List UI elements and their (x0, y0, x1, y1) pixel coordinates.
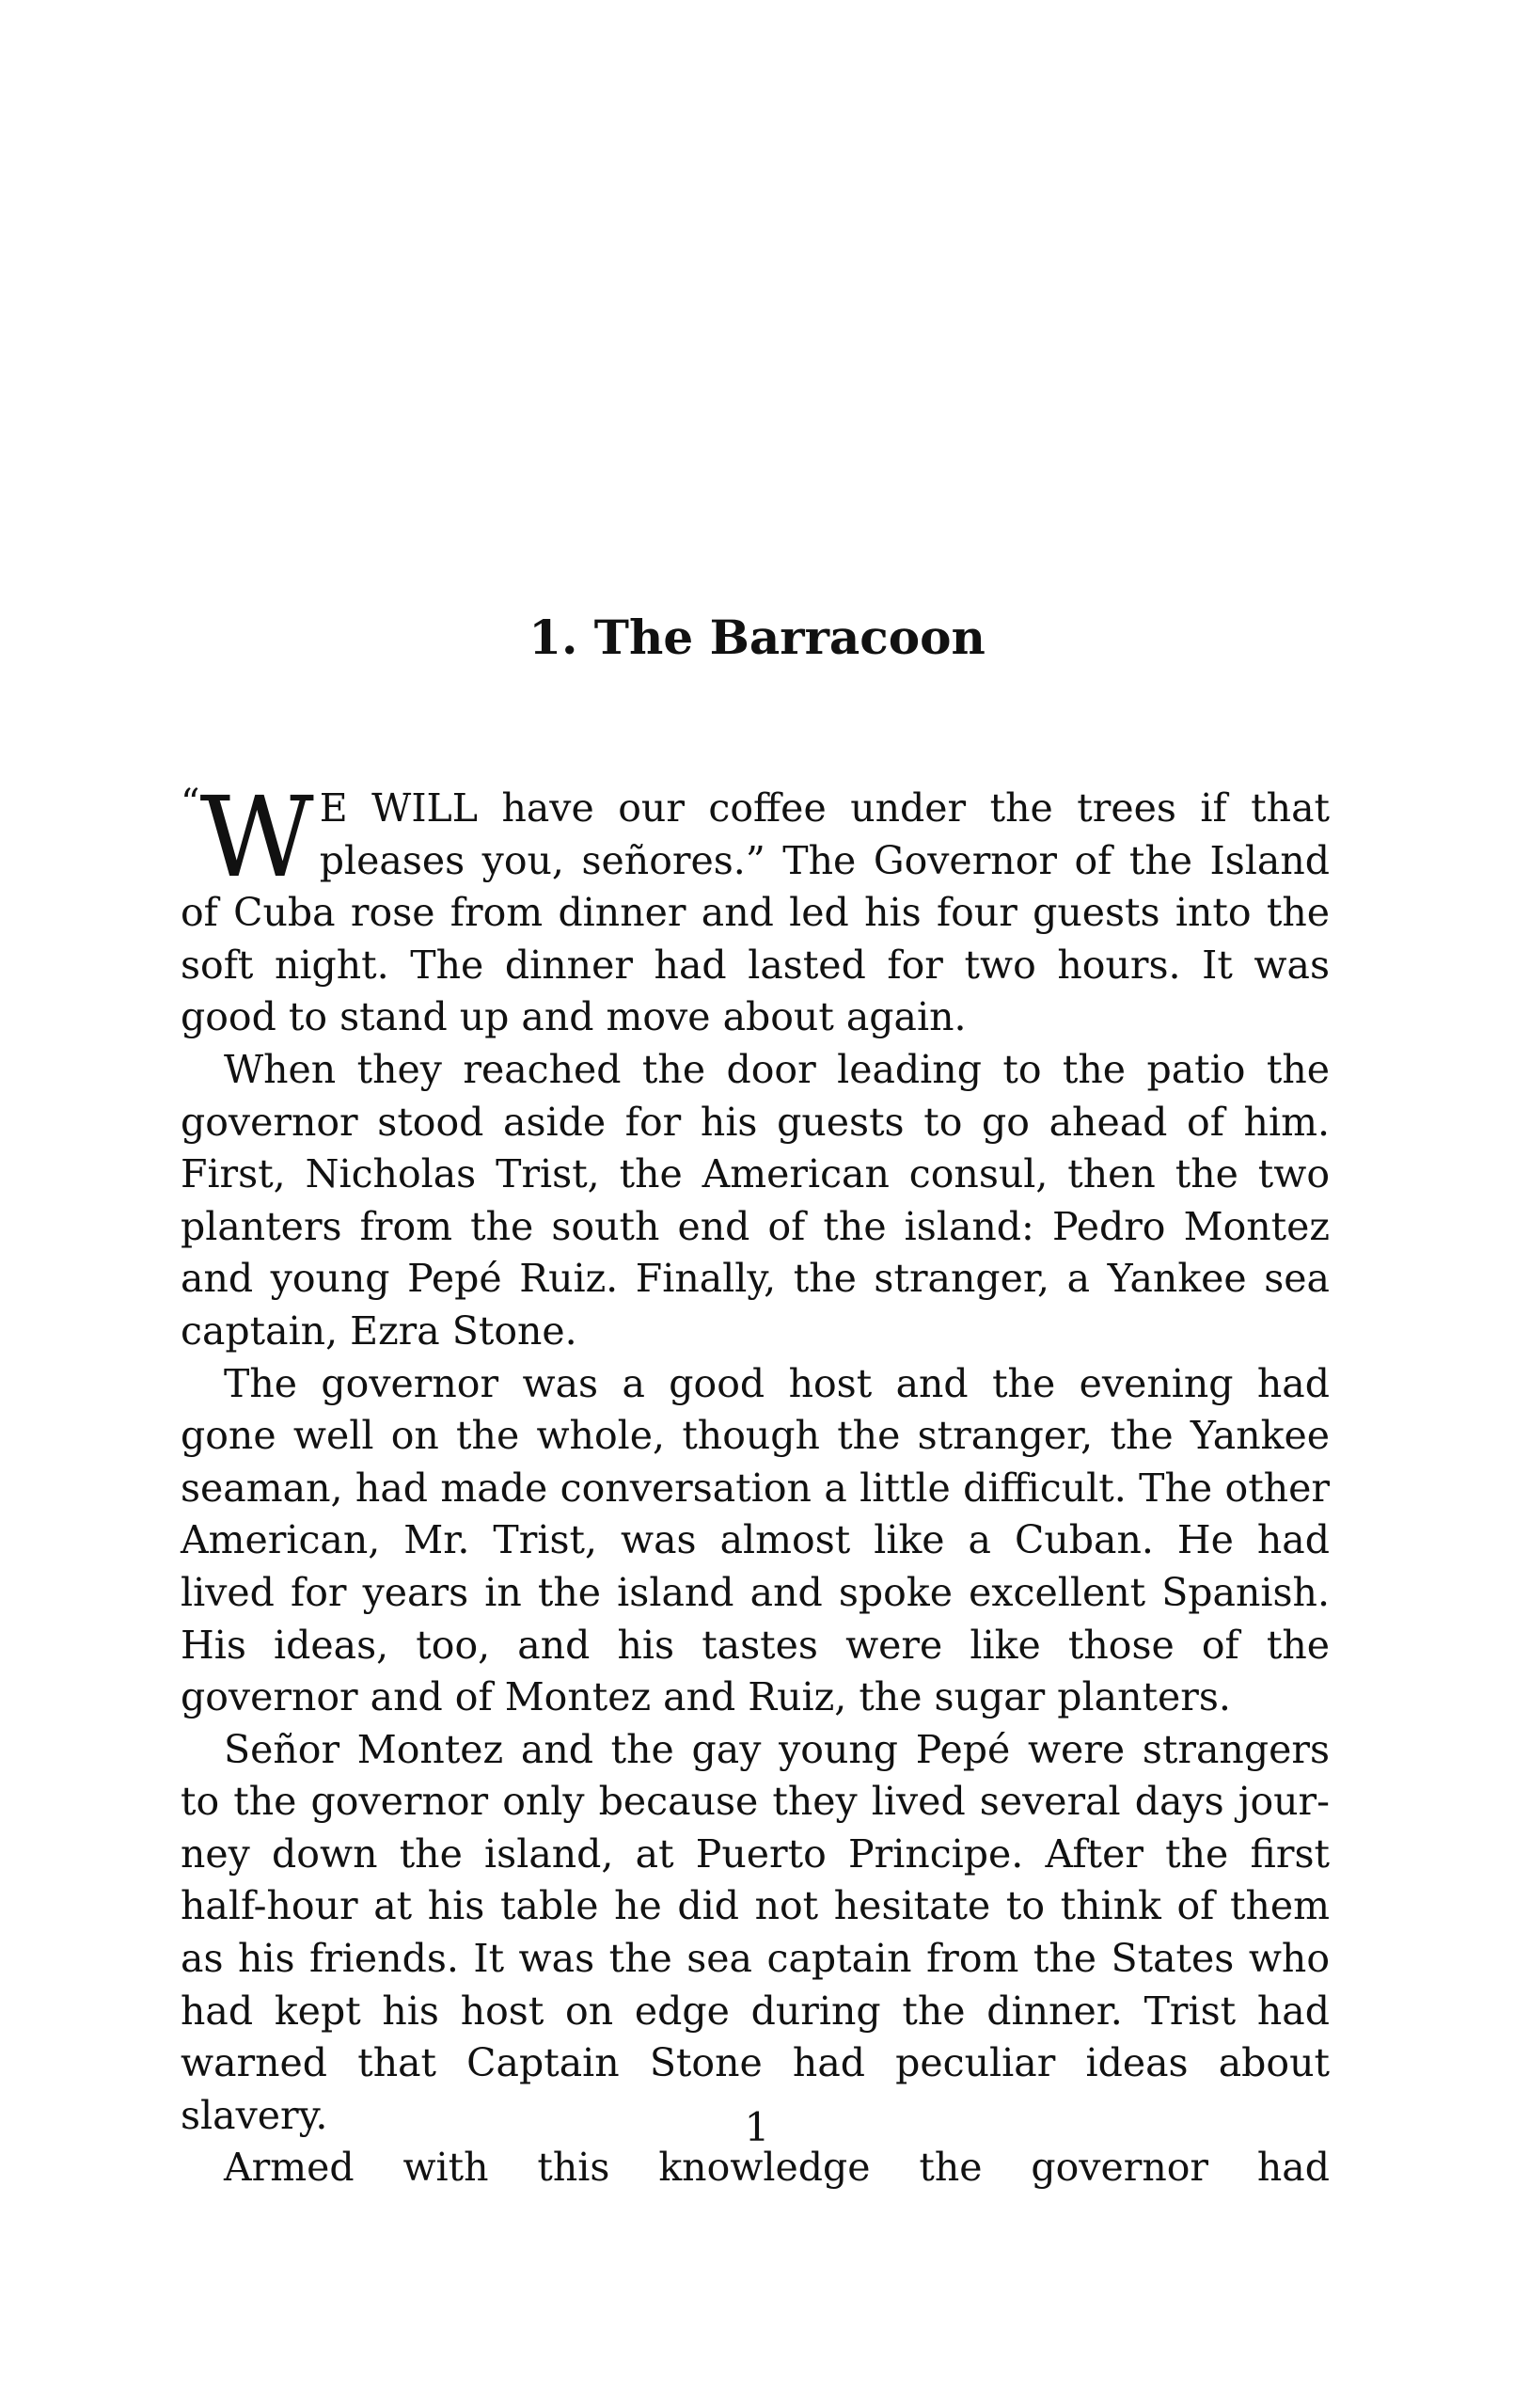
opening-paragraph (181, 772, 1330, 1044)
paragraph-4: Señor Montez and the gay young Pepé were strangers to the governor only because they lived several days journey down the island, at Puerto Principe. After the first half-hour at his table he did not hesitate to think of them as his friends. It was the sea captain from the States who had kept his host on edge during the dinner. Trist had warned that Captain Stone had peculiar ideas about slavery. (181, 1726, 1330, 2138)
paragraph-3: The governor was a good host and the evening had gone well on the whole, though the stranger, the Yankee seaman, had made conversation a little difficult. The other American, Mr. Trist, was almost like a Cuban. He had lived for years in the island and spoke excellent Spanish. His ideas, too, and his tastes were like those of the governor and of Montez and Ruiz, the sugar planters. (181, 1360, 1330, 1720)
drop-cap-letter: W (199, 772, 314, 902)
chapter-title: 1. The Barracoon (528, 610, 986, 665)
page-number: 1 (744, 2104, 770, 2150)
paragraph-5: Armed with this knowledge the governor had (224, 2145, 1330, 2191)
drop-cap (181, 772, 314, 902)
body-text (181, 772, 1330, 2194)
paragraph-2: When they reached the door leading to the patio the governor stood aside for his guests to go ahead of him. First, Nicholas Trist, the American consul, then the two planters from the south end of the island: Pedro Montez and young Pepé Ruiz. Finally, the stranger, a Yankee sea captain, Ezra Stone. (181, 1046, 1330, 1354)
opening-text: E WILL have our coffee under the trees if that pleases you, señores.” The Governor of the Island of Cuba rose from dinner and led his four guests into the soft night. The dinner had lasted for two hours. It was good to stand up and move about again. (181, 785, 1330, 1040)
opening-quote-mark: “ (181, 782, 200, 825)
